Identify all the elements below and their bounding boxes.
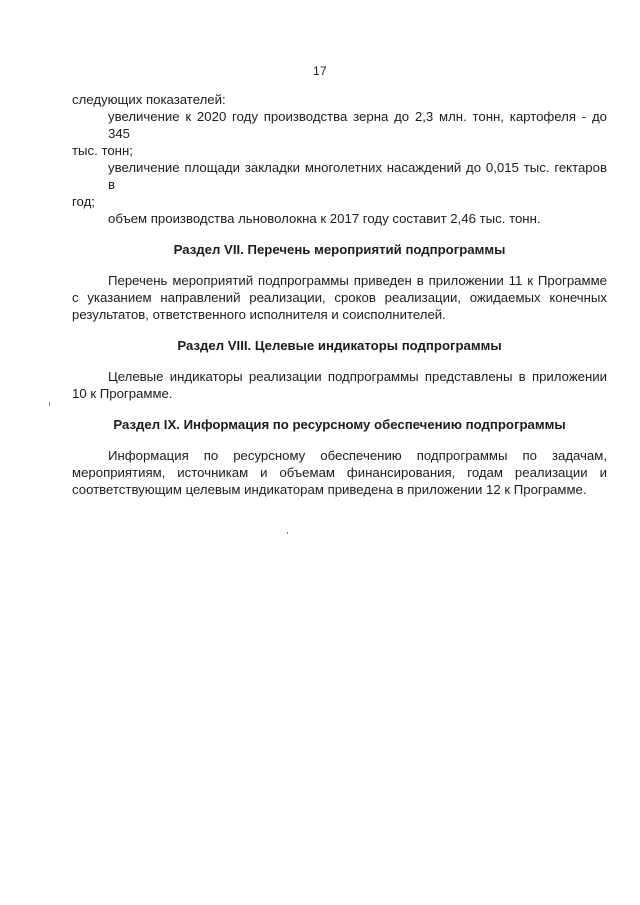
- document-body: [72, 91, 607, 498]
- indicator-item-plantings: [72, 159, 607, 210]
- scan-speck: [49, 402, 50, 406]
- indicator-item-grain-line2: тыс. тонн;: [72, 143, 133, 158]
- page-number: 17: [313, 64, 327, 78]
- section-9-heading: Раздел IX. Информация по ресурсному обеспечению подпрограммы: [113, 417, 566, 432]
- section-8-paragraph: Целевые индикаторы реализации подпрограммы представлены в приложении 10 к Программе.: [72, 369, 607, 401]
- scan-speck: [287, 532, 288, 534]
- section-7-paragraph: Перечень мероприятий подпрограммы приведен в приложении 11 к Программе с указанием направлений реализации, сроков реализации, ожидаемых конечных результатов, ответственного исполнителя и соисполнителей.: [72, 273, 607, 322]
- indicator-item-grain-line1: увеличение к 2020 году производства зерна до 2,3 млн. тонн, картофеля - до 345: [108, 109, 607, 141]
- indicator-item-plantings-line2: год;: [72, 194, 95, 209]
- indicator-item-plantings-line1: увеличение площади закладки многолетних насаждений до 0,015 тыс. гектаров в: [108, 160, 607, 192]
- intro-lead: следующих показателей:: [72, 92, 226, 107]
- section-7-heading: Раздел VII. Перечень мероприятий подпрограммы: [173, 242, 506, 257]
- indicator-item-grain: [72, 108, 607, 159]
- indicator-item-flax: объем производства льноволокна к 2017 году составит 2,46 тыс. тонн.: [108, 211, 541, 226]
- section-9-paragraph: Информация по ресурсному обеспечению подпрограммы по задачам, мероприятиям, источникам и объемам финансирования, годам реализации и соответствующим целевым индикаторам приведена в приложении 12 к Программе.: [72, 448, 607, 497]
- section-8-heading: Раздел VIII. Целевые индикаторы подпрограммы: [177, 338, 502, 353]
